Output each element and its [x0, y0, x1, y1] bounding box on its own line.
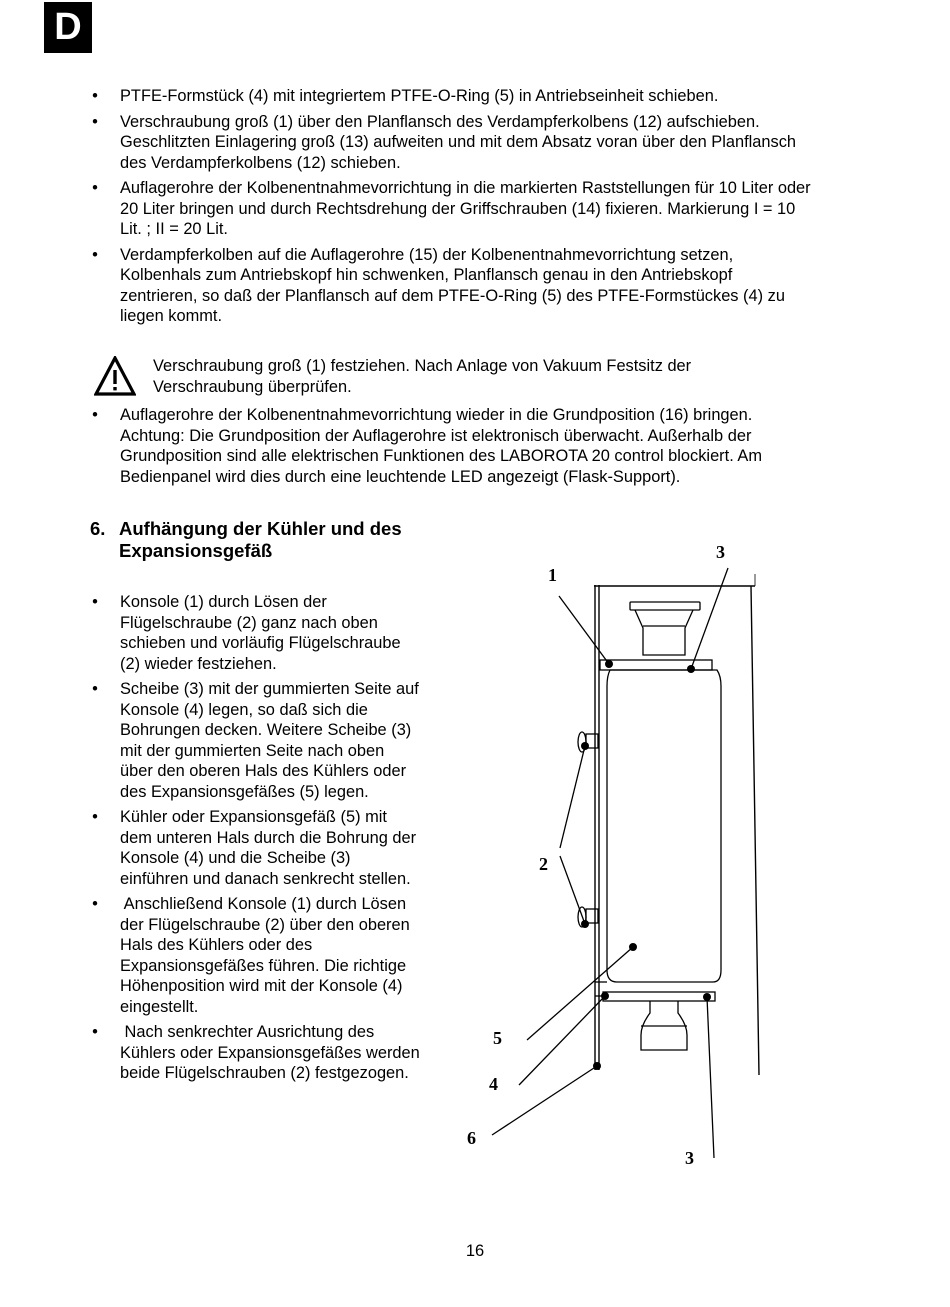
bullet-line: Bedienpanel wird dies durch eine leuchtende LED angezeigt (Flask-Support).	[120, 467, 681, 486]
bullet-line: mit der gummierten Seite nach oben	[120, 741, 385, 760]
section-title-line: Expansionsgefäß	[119, 540, 273, 561]
bullet-icon: •	[92, 680, 98, 698]
bullet-line: des Expansionsgefäßes (5) legen.	[120, 782, 369, 801]
bullet-line: eingestellt.	[120, 997, 199, 1016]
list-item	[90, 807, 450, 889]
bullet-line: Achtung: Die Grundposition der Auflagerohre ist elektronisch überwacht. Außerhalb der	[120, 426, 752, 445]
intro-bullet-list	[90, 86, 880, 332]
callout-label-4: 4	[489, 1074, 498, 1094]
callout-label-3-top: 3	[716, 542, 725, 562]
warning-text	[153, 356, 853, 397]
bullet-line: Auflagerohre der Kolbenentnahmevorrichtung in die markierten Raststellungen für 10 Liter oder	[120, 179, 811, 197]
list-item	[90, 894, 450, 1017]
section-title-line: Aufhängung der Kühler und des	[119, 518, 402, 539]
bullet-line: liegen kommt.	[120, 307, 223, 325]
callout-label-6: 6	[467, 1128, 476, 1148]
bullet-line: Verdampferkolben auf die Auflagerohre (15) der Kolbenentnahmevorrichtung setzen,	[120, 245, 734, 264]
bullet-line: Auflagerohre der Kolbenentnahmevorrichtung wieder in die Grundposition (16) bringen.	[120, 406, 753, 424]
bullet-line: 20 Liter bringen und durch Rechtsdrehung der Griffschrauben (14) fixieren. Markierung I = 10	[120, 199, 796, 218]
bullet-icon: •	[92, 406, 98, 424]
callout-label-2: 2	[539, 854, 548, 874]
language-badge: D	[44, 2, 92, 53]
condenser-vessel	[595, 602, 721, 1050]
section-number: 6.	[90, 518, 106, 539]
callout-label-5: 5	[493, 1028, 502, 1048]
bullet-line: Expansionsgefäßes führen. Die richtige	[120, 956, 407, 975]
bullet-line: beide Flügelschrauben (2) festgezogen.	[120, 1064, 409, 1082]
callout-label-1: 1	[548, 565, 557, 585]
bullet-icon: •	[92, 112, 98, 131]
bullet-icon: •	[92, 245, 98, 264]
warning-line: Verschraubung groß (1) festziehen. Nach Anlage von Vakuum Festsitz der	[153, 357, 692, 375]
bullet-line: der Flügelschraube (2) über den oberen	[120, 915, 410, 934]
list-item	[90, 178, 880, 240]
mid-bullet-list	[90, 405, 880, 492]
bullet-line: Grundposition sind alle elektrischen Funktionen des LABOROTA 20 control blockiert. Am	[120, 447, 762, 465]
bullet-line: Konsole (4) legen, so daß sich die	[120, 700, 368, 719]
bullet-line: des Verdampferkolbens (12) schieben.	[120, 153, 401, 172]
bullet-icon: •	[92, 593, 98, 611]
bullet-line: schieben und vorläufig Flügelschraube	[120, 634, 401, 652]
bullet-line: (2) wieder festziehen.	[120, 654, 277, 673]
bullet-icon: •	[92, 179, 98, 197]
bullet-icon: •	[92, 87, 98, 105]
list-item	[90, 86, 880, 107]
list-item	[90, 679, 450, 802]
bullet-text: PTFE-Formstück (4) mit integriertem PTFE-O-Ring (5) in Antriebseinheit schieben.	[120, 87, 719, 105]
section-title	[119, 518, 449, 562]
list-item	[90, 405, 880, 487]
section-bullet-list	[90, 592, 450, 1089]
warning-line: Verschraubung überprüfen.	[153, 377, 352, 396]
callout-dots	[581, 660, 711, 1070]
bullet-line: über den oberen Hals des Kühlers oder	[120, 762, 407, 780]
warning-triangle-icon	[94, 356, 136, 396]
bullet-icon: •	[92, 808, 98, 826]
bullet-line: Flügelschraube (2) ganz nach oben	[120, 613, 378, 632]
bullet-line: Kühlers oder Expansionsgefäßes werden	[120, 1043, 420, 1062]
bullet-line: Höhenposition wird mit der Konsole (4)	[120, 977, 403, 995]
condenser-mounting-diagram	[455, 530, 785, 1170]
bullet-line: Konsole (4) und die Scheibe (3)	[120, 849, 351, 867]
bullet-line: Konsole (1) durch Lösen der	[120, 593, 327, 611]
bullet-line: Scheibe (3) mit der gummierten Seite auf	[120, 680, 419, 698]
page-number: 16	[465, 1242, 485, 1260]
bullet-line: einführen und danach senkrecht stellen.	[120, 869, 411, 888]
list-item	[90, 1022, 450, 1084]
bullet-line: Kühler oder Expansionsgefäß (5) mit	[120, 808, 387, 826]
bullet-line: Bohrungen decken. Weitere Scheibe (3)	[120, 721, 412, 739]
mounting-rod	[594, 574, 759, 1075]
bullet-icon: •	[92, 895, 98, 913]
list-item	[90, 112, 880, 174]
warning-note	[92, 356, 892, 401]
leader-lines	[492, 568, 728, 1158]
bullet-line: Kolbenhals zum Antriebskopf hin schwenken, Planflansch genau in den Antriebskopf	[120, 266, 733, 284]
bullet-line: Lit. ; II = 20 Lit.	[120, 220, 228, 238]
list-item	[90, 245, 880, 327]
bullet-line: Anschließend Konsole (1) durch Lösen	[120, 895, 407, 913]
bullet-icon: •	[92, 1023, 98, 1041]
callout-label-3-bottom: 3	[685, 1148, 694, 1168]
bullet-line: Nach senkrechter Ausrichtung des	[120, 1023, 375, 1041]
bullet-line: zentrieren, so daß der Planflansch auf dem PTFE-O-Ring (5) des PTFE-Formstückes (4) zu	[120, 286, 785, 305]
list-item	[90, 592, 450, 674]
bullet-line: Verschraubung groß (1) über den Planflansch des Verdampferkolbens (12) aufschieben.	[120, 112, 760, 131]
bullet-line: Geschlitzten Einlagering groß (13) aufweiten und mit dem Absatz voran über den Planflansch	[120, 133, 797, 151]
bullet-line: dem unteren Hals durch die Bohrung der	[120, 828, 417, 847]
bullet-line: Hals des Kühlers oder des	[120, 936, 313, 954]
